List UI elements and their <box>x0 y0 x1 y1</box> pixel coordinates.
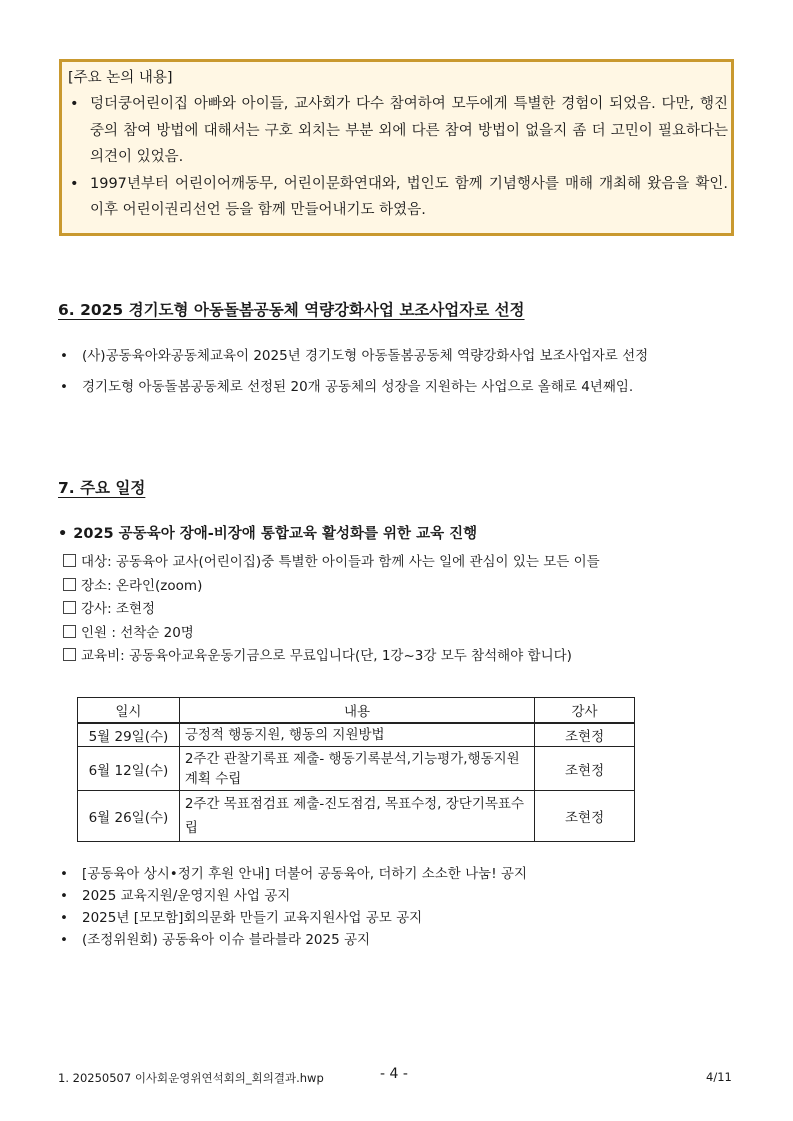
cell-date: 6월 12일(수) <box>78 747 180 791</box>
cell-content: 긍정적 행동지원, 행동의 지원방법 <box>179 723 534 747</box>
detail-item <box>63 598 600 622</box>
table-row <box>78 723 635 747</box>
discussion-item: • 1997년부터 어린이어깨동무, 어린이문화연대와, 법인도 함께 기념행사를 매해 개최해 왔음을 확인. 이후 어린이권리선언 등을 함께 만들어내기도 하였음. <box>65 171 728 224</box>
detail-item <box>63 645 600 669</box>
discussion-list <box>65 91 728 224</box>
program-title-text: 2025 공동육아 장애-비장애 통합교육 활성화를 위한 교육 진행 <box>73 526 478 542</box>
cell-lecturer: 조현정 <box>535 747 635 791</box>
footer-page-number: - 4 - <box>380 1066 408 1082</box>
cell-content: 2주간 목표점검표 제출-진도점검, 목표수정, 장단기목표수립 <box>179 791 534 842</box>
detail-item <box>63 622 600 646</box>
checkbox-icon <box>63 625 76 638</box>
program-details <box>63 551 600 669</box>
detail-item <box>63 575 600 599</box>
table-header-row <box>78 698 635 724</box>
table-row <box>78 747 635 791</box>
footer-filename: 1. 20250507 이사회운영위연석회의_회의결과.hwp <box>58 1071 324 1085</box>
cell-date: 6월 26일(수) <box>78 791 180 842</box>
notice-list <box>58 863 738 951</box>
discussion-item: • 덩더쿵어린이집 아빠와 아이들, 교사회가 다수 참여하여 모두에게 특별한 경험이 되었음. 다만, 행진 중의 참여 방법에 대해서는 구호 외치는 부분 외에 다른 참여 방법이 없을지 좀 더 고민이 필요하다는 의견이 있었음. <box>65 91 728 171</box>
section6-list <box>58 345 738 398</box>
bullet: • <box>58 526 68 542</box>
detail-item <box>63 551 600 575</box>
detail-text: 장소: 온라인(zoom) <box>81 577 203 594</box>
detail-text: 대상: 공동육아 교사(어린이집)중 특별한 아이들과 함께 사는 일에 관심이 있는 모든 이들 <box>81 554 600 570</box>
section7-heading: 7. 주요 일정 <box>58 479 146 497</box>
schedule-table <box>77 697 635 842</box>
detail-text: 교육비: 공동육아교육운동기금으로 무료입니다(단, 1강~3강 모두 참석해야 합니다) <box>81 648 572 664</box>
program-title <box>58 522 477 543</box>
checkbox-icon <box>63 648 76 661</box>
column-header-lecturer: 강사 <box>535 698 635 724</box>
section6-heading: 6. 2025 경기도형 아동돌봄공동체 역량강화사업 보조사업자로 선정 <box>58 301 525 319</box>
column-header-date: 일시 <box>78 698 180 724</box>
discussion-box <box>59 59 734 236</box>
list-item: • 경기도형 아동돌봄공동체로 선정된 20개 공동체의 성장을 지원하는 사업으로 올해로 4년째임. <box>58 376 738 398</box>
notice-item: • (조정위원회) 공동육아 이슈 블라블라 2025 공지 <box>58 929 738 951</box>
cell-date: 5월 29일(수) <box>78 723 180 747</box>
notice-item: • 2025 교육지원/운영지원 사업 공지 <box>58 885 738 907</box>
notice-item: • [공동육아 상시•정기 후원 안내] 더불어 공동육아, 더하기 소소한 나눔! 공지 <box>58 863 738 885</box>
checkbox-icon <box>63 554 76 567</box>
cell-lecturer: 조현정 <box>535 791 635 842</box>
table-row <box>78 791 635 842</box>
detail-text: 인원 : 선착순 20명 <box>81 624 194 641</box>
list-item: • (사)공동육아와공동체교육이 2025년 경기도형 아동돌봄공동체 역량강화사업 보조사업자로 선정 <box>58 345 738 367</box>
column-header-content: 내용 <box>179 698 534 724</box>
notice-item: • 2025년 [모모함]회의문화 만들기 교육지원사업 공모 공지 <box>58 907 738 929</box>
checkbox-icon <box>63 578 76 591</box>
cell-lecturer: 조현정 <box>535 723 635 747</box>
footer-page-count: 4/11 <box>706 1070 732 1084</box>
checkbox-icon <box>63 601 76 614</box>
cell-content: 2주간 관찰기록표 제출- 행동기록분석,기능평가,행동지원계획 수립 <box>179 747 534 791</box>
discussion-box-title: [주요 논의 내용] <box>68 70 173 86</box>
detail-text: 강사: 조현정 <box>81 601 156 617</box>
